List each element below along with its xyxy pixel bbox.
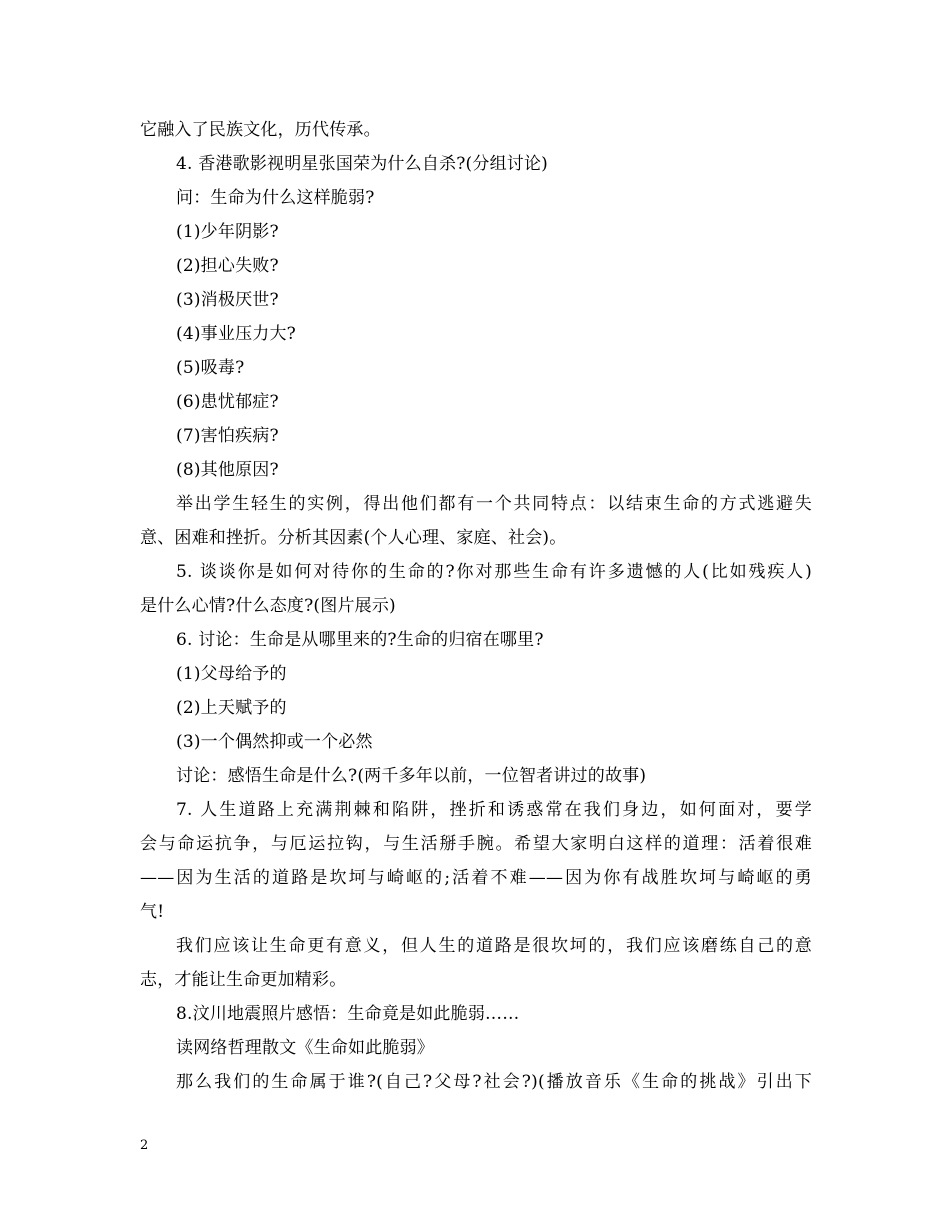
text-line: ——因为生活的道路是坎坷与崎岖的;活着不难——因为你有战胜坎坷与崎岖的勇 (140, 868, 812, 888)
list-item: (3)消极厌世? (176, 290, 279, 310)
list-item: (5)吸毒? (176, 358, 245, 378)
text-line: 举出学生轻生的实例，得出他们都有一个共同特点：以结束生命的方式逃避失 (176, 494, 812, 514)
list-item: (7)害怕疾病? (176, 426, 279, 446)
list-item: (8)其他原因? (176, 460, 279, 480)
text-line: 气! (140, 902, 165, 922)
text-line: 4. 香港歌影视明星张国荣为什么自杀?(分组讨论) (176, 154, 549, 174)
text-line: 那么我们的生命属于谁?(自己?父母?社会?)(播放音乐《生命的挑战》引出下 (176, 1072, 812, 1092)
text-line: 5. 谈谈你是如何对待你的生命的?你对那些生命有许多遗憾的人(比如残疾人) (176, 562, 812, 582)
document-body (140, 113, 812, 1099)
text-line: 会与命运抗争，与厄运拉钩，与生活掰手腕。希望大家明白这样的道理：活着很难 (140, 834, 812, 854)
list-item: (6)患忧郁症? (176, 392, 279, 412)
text-line: 讨论：感悟生命是什么?(两千多年以前，一位智者讲过的故事) (176, 766, 647, 786)
text-line: 问：生命为什么这样脆弱? (176, 188, 375, 208)
text-line: 意、困难和挫折。分析其因素(个人心理、家庭、社会)。 (140, 528, 567, 548)
list-item: (1)少年阴影? (176, 222, 279, 242)
page-number: 2 (140, 1138, 149, 1153)
text-line: 7. 人生道路上充满荆棘和陷阱，挫折和诱惑常在我们身边，如何面对，要学 (176, 800, 812, 820)
text-line: 8.汶川地震照片感悟：生命竟是如此脆弱…… (176, 1004, 520, 1024)
list-item: (2)担心失败? (176, 256, 279, 276)
text-line: 它融入了民族文化，历代传承。 (140, 120, 381, 140)
text-line: 读网络哲理散文《生命如此脆弱》 (176, 1038, 434, 1058)
list-item: (2)上天赋予的 (176, 698, 287, 718)
text-line: 志，才能让生命更加精彩。 (140, 970, 347, 990)
text-line: 6. 讨论：生命是从哪里来的?生命的归宿在哪里? (176, 630, 544, 650)
text-line: 我们应该让生命更有意义，但人生的道路是很坎坷的，我们应该磨练自己的意 (176, 936, 812, 956)
list-item: (4)事业压力大? (176, 324, 296, 344)
list-item: (3)一个偶然抑或一个必然 (176, 732, 373, 752)
list-item: (1)父母给予的 (176, 664, 287, 684)
text-line: 是什么心情?什么态度?(图片展示) (140, 596, 396, 616)
